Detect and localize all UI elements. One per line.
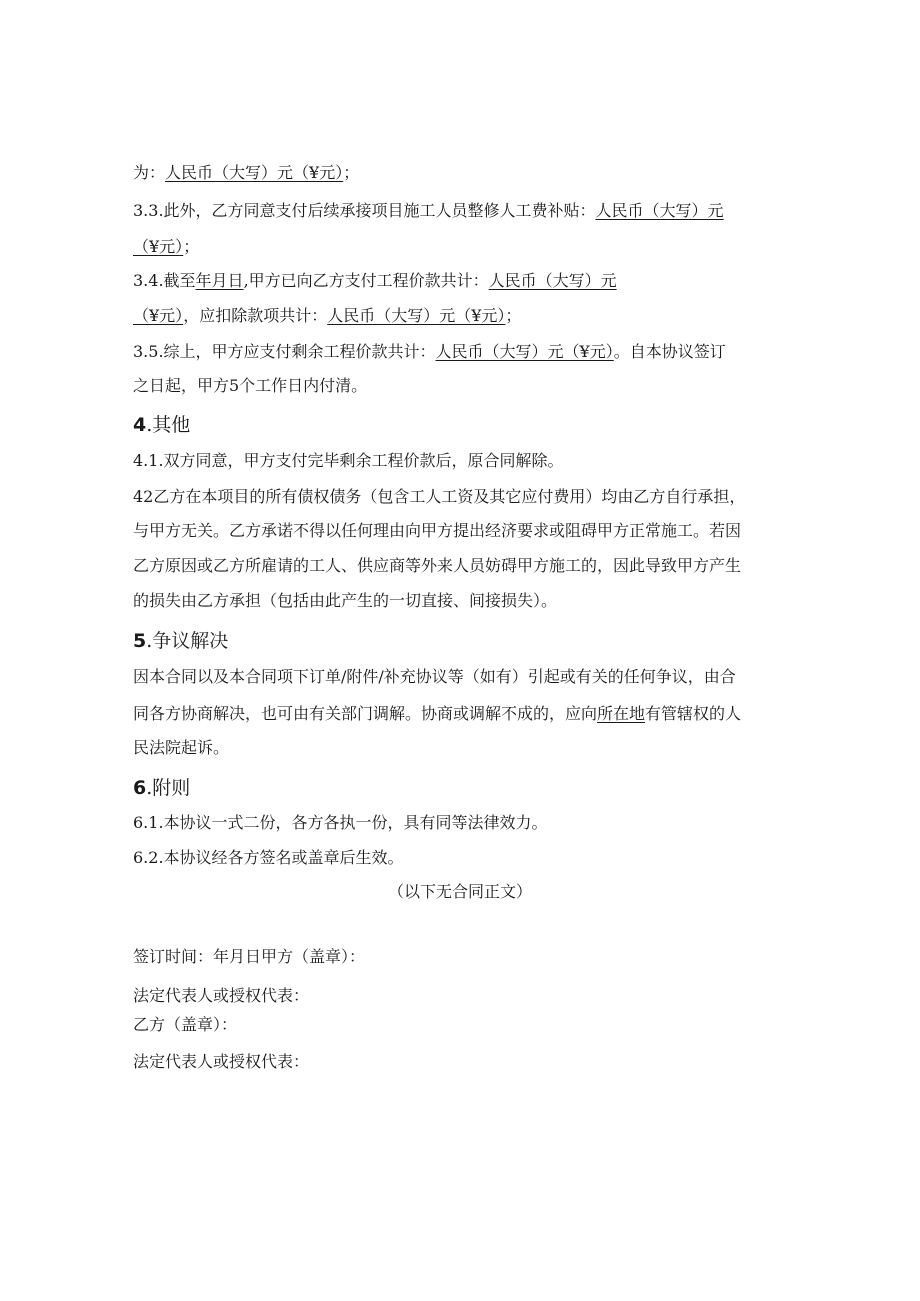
- signature-line: 法定代表人或授权代表：: [133, 986, 310, 1005]
- clause-3-3: [133, 200, 724, 222]
- amount-field: （¥元）: [133, 306, 184, 325]
- clause-3-3-cont: [133, 236, 199, 258]
- clause-text: 有管辖权的人: [645, 704, 742, 723]
- clause-text: ,甲方已向乙方支付工程价款共计：: [243, 271, 489, 290]
- clause-4-2-line: 乙方原因或乙方所雇请的工人、供应商等外来人员妨碍甲方施工的，因此导致甲方产生: [133, 556, 742, 575]
- section-number: 4: [133, 414, 147, 436]
- clause-prefix: 为：: [133, 163, 166, 182]
- signature-line: 乙方（盖章）：: [133, 1015, 238, 1034]
- signature-line: 法定代表人或授权代表：: [133, 1052, 310, 1071]
- clause-3-5-cont: 之日起，甲方5个工作日内付清。: [133, 376, 368, 395]
- clause-text: 3.5.综上，甲方应支付剩余工程价款共计：: [133, 342, 436, 361]
- clause-suffix: ；: [183, 237, 200, 256]
- section-number: 6: [133, 777, 147, 799]
- clause-text: 同各方协商解决，也可由有关部门调解。协商或调解不成的，应向: [133, 704, 598, 723]
- section-title: .附则: [146, 777, 191, 799]
- clause-3-5: [133, 341, 726, 363]
- clause-4-2-line: 的损失由乙方承担（包括由此产生的一切直接、间接损失）。: [133, 591, 558, 610]
- clause-text: 3.4.截至: [133, 271, 196, 290]
- clause-3-4-cont: [133, 305, 521, 327]
- amount-field: 人民币（大写）元: [595, 201, 724, 220]
- clause-text: ，应扣除款项共计：: [183, 306, 328, 325]
- clause-3-2-tail: [133, 162, 359, 184]
- section-title: .争议解决: [146, 630, 229, 652]
- section-number: 5: [133, 630, 147, 652]
- end-note: （以下无合同正文）: [387, 882, 532, 901]
- amount-field: 人民币（大写）元（¥元）: [327, 306, 506, 325]
- clause-6-1: 6.1.本协议一式二份，各方各执一份，具有同等法律效力。: [133, 813, 548, 832]
- clause-4-2-line: 与甲方无关。乙方承诺不得以任何理由向甲方提出经济要求或阻碍甲方正常施工。若因: [133, 521, 742, 540]
- amount-field: 人民币（大写）元: [488, 271, 617, 290]
- section-title: .其他: [146, 414, 191, 436]
- section-heading: [133, 628, 228, 654]
- amount-field: （¥元）: [133, 237, 184, 256]
- signature-line: 签订时间：年月日甲方（盖章）：: [133, 947, 366, 966]
- clause-4-1: 4.1.双方同意，甲方支付完毕剩余工程价款后，原合同解除。: [133, 451, 564, 470]
- clause-suffix: ；: [343, 163, 360, 182]
- amount-field: 人民币（大写）元（¥元）: [435, 342, 614, 361]
- clause-5-line: 因本合同以及本合同项下订单/附件/补充协议等（如有）引起或有关的任何争议，由合: [133, 667, 736, 686]
- clause-6-2: 6.2.本协议经各方签名或盖章后生效。: [133, 848, 404, 867]
- clause-suffix: ；: [505, 306, 522, 325]
- date-field: 年月日: [195, 271, 244, 290]
- section-heading: [133, 412, 190, 438]
- place-field: 所在地: [597, 704, 646, 723]
- clause-text: 。自本协议签订: [613, 342, 726, 361]
- clause-5-line: 民法院起诉。: [133, 738, 230, 757]
- clause-4-2-line: 42乙方在本项目的所有债权债务（包含工人工资及其它应付费用）均由乙方自行承担，: [133, 487, 746, 506]
- amount-field: 人民币（大写）元（¥元）: [165, 163, 344, 182]
- clause-text: 3.3.此外，乙方同意支付后续承接项目施工人员整修人工费补贴：: [133, 201, 596, 220]
- clause-3-4: [133, 270, 617, 292]
- section-heading: [133, 775, 190, 801]
- clause-5-line: [133, 703, 741, 725]
